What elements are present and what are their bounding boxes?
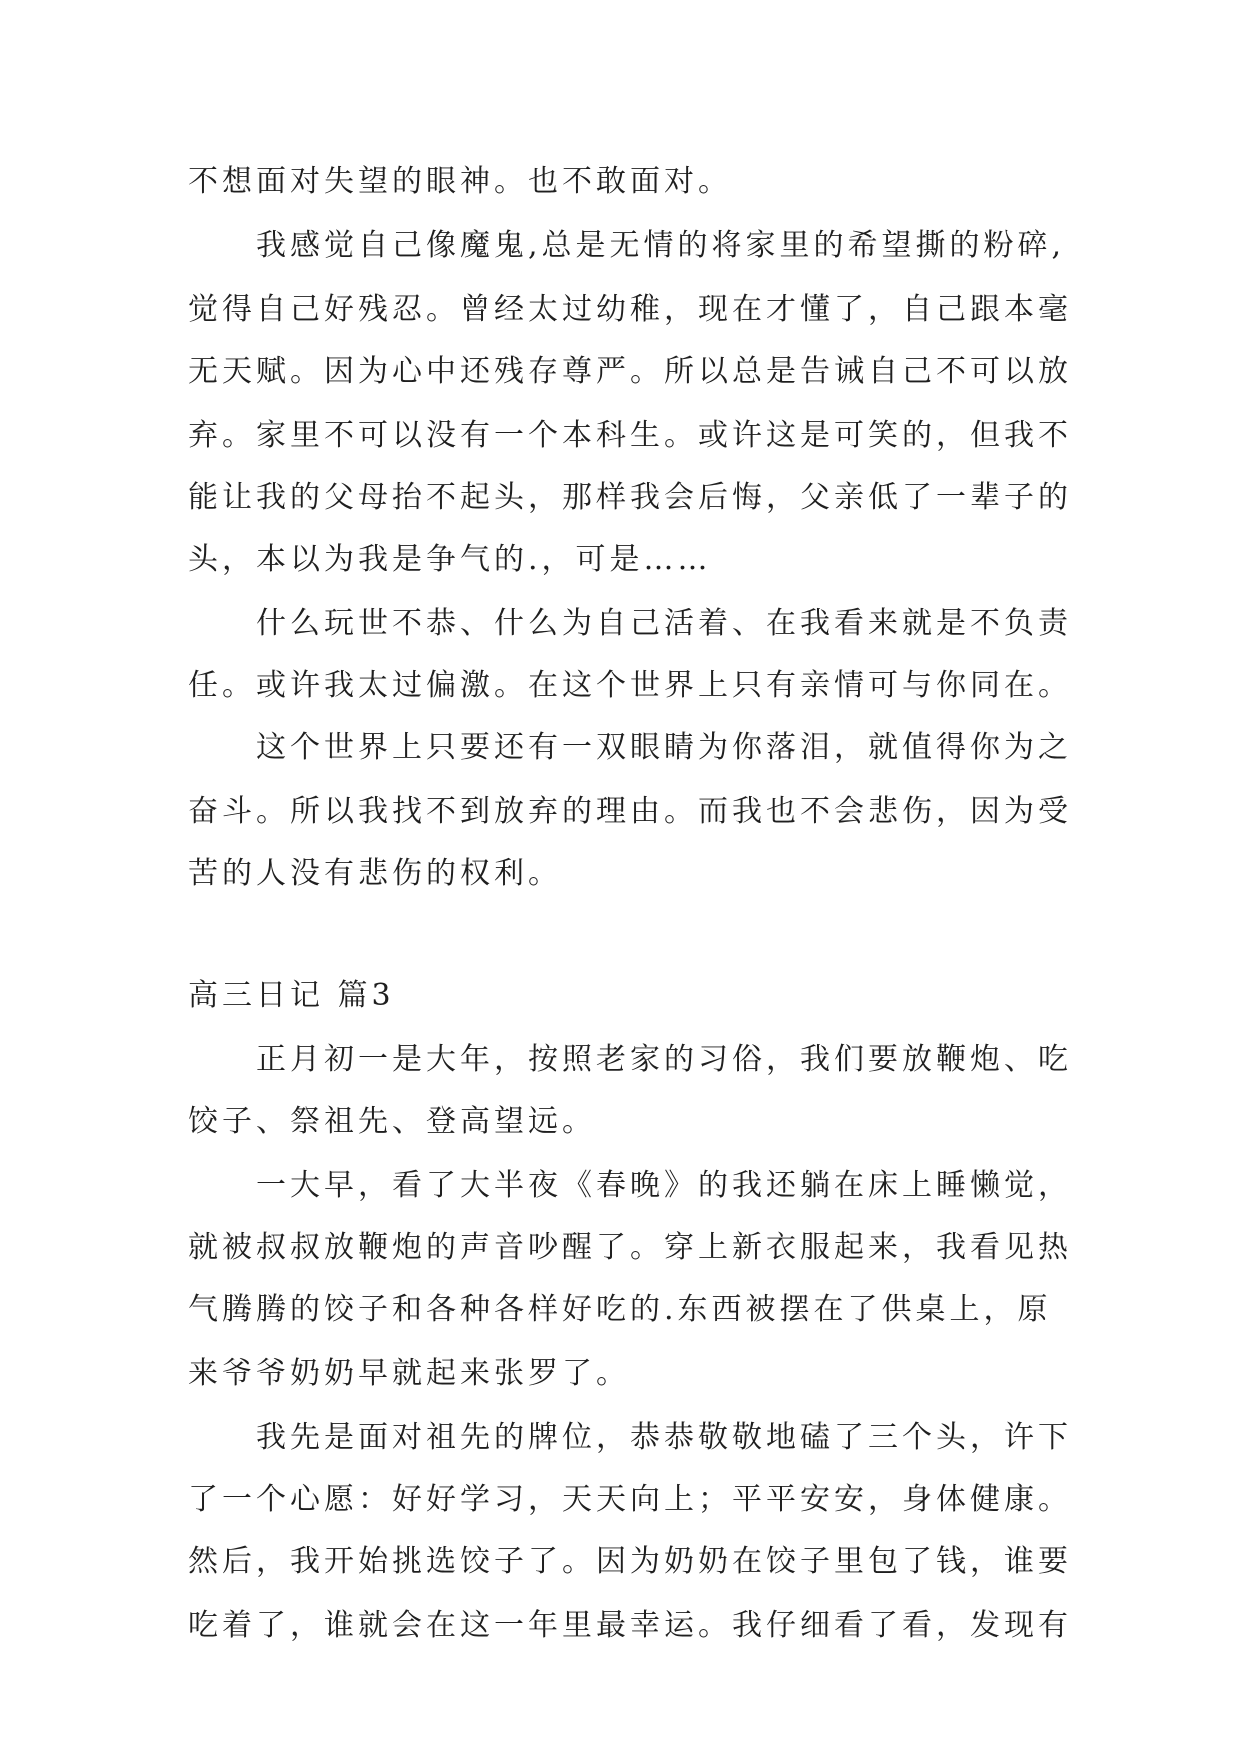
paragraph-start: 我先是面对祖先的牌位，恭恭敬敬地磕了三个头，许下 xyxy=(256,1420,1072,1455)
paragraph-start: 这个世界上只要还有一双眼睛为你落泪，就值得你为之 xyxy=(256,730,1072,765)
text-line: 无天赋。因为心中还残存尊严。所以总是告诫自己不可以放 xyxy=(188,354,1072,389)
text-line: 就被叔叔放鞭炮的声音吵醒了。穿上新衣服起来，我看见热 xyxy=(188,1230,1072,1265)
text-line: 吃着了，谁就会在这一年里最幸运。我仔细看了看，发现有 xyxy=(188,1608,1072,1643)
text-line: 能让我的父母抬不起头，那样我会后悔，父亲低了一辈子的 xyxy=(188,480,1072,515)
text-line: 了一个心愿：好好学习，天天向上；平平安安，身体健康。 xyxy=(188,1482,1072,1517)
text-line: 然后，我开始挑选饺子了。因为奶奶在饺子里包了钱，谁要 xyxy=(188,1544,1072,1579)
text-line: 气腾腾的饺子和各种各样好吃的.东西被摆在了供桌上，原 xyxy=(188,1292,1052,1327)
text-line: 觉得自己好残忍。曾经太过幼稚，现在才懂了，自己跟本毫 xyxy=(188,292,1072,327)
text-line: 来爷爷奶奶早就起来张罗了。 xyxy=(188,1356,630,1391)
text-line: 任。或许我太过偏激。在这个世界上只有亲情可与你同在。 xyxy=(188,668,1072,703)
paragraph-start: 什么玩世不恭、什么为自己活着、在我看来就是不负责 xyxy=(256,606,1072,641)
text-line: 不想面对失望的眼神。也不敢面对。 xyxy=(188,164,732,199)
text-line: 奋斗。所以我找不到放弃的理由。而我也不会悲伤，因为受 xyxy=(188,794,1072,829)
paragraph-start: 我感觉自己像魔鬼,总是无情的将家里的希望撕的粉碎, xyxy=(256,228,1066,263)
paragraph-start: 一大早，看了大半夜《春晚》的我还躺在床上睡懒觉， xyxy=(256,1168,1072,1203)
text-line: 饺子、祭祖先、登高望远。 xyxy=(188,1104,596,1139)
text-line: 苦的人没有悲伤的权利。 xyxy=(188,856,562,891)
text-line: 头，本以为我是争气的.，可是…… xyxy=(188,542,712,577)
text-line: 弃。家里不可以没有一个本科生。或许这是可笑的，但我不 xyxy=(188,418,1072,453)
paragraph-start: 正月初一是大年，按照老家的习俗，我们要放鞭炮、吃 xyxy=(256,1042,1072,1077)
section-heading: 高三日记 篇3 xyxy=(188,978,395,1013)
